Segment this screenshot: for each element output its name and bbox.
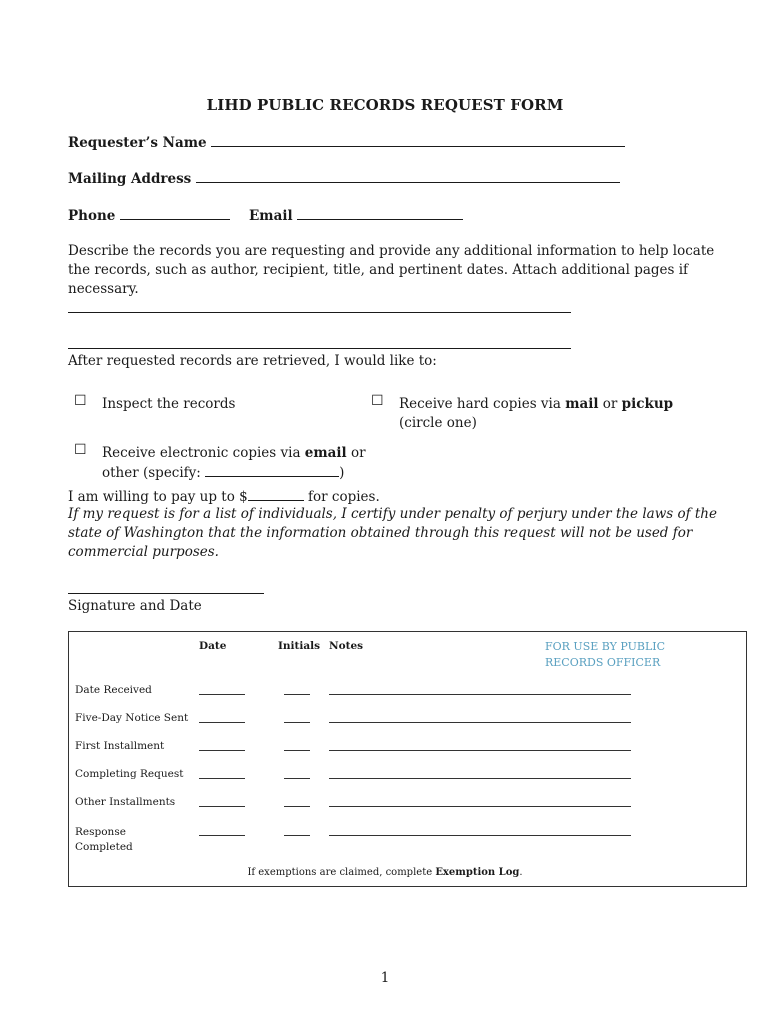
electronic-email: email: [304, 445, 347, 461]
row-date-field[interactable]: [199, 740, 245, 751]
requester-name-row: [68, 133, 625, 151]
exemption-note-suffix: .: [519, 867, 523, 878]
row-label-other-installments: Other Installments: [75, 796, 176, 808]
hard-copies-mail: mail: [565, 396, 599, 412]
row-initials-field[interactable]: [284, 712, 310, 723]
hard-copies-pickup: pickup: [621, 396, 674, 412]
pay-suffix: for copies.: [303, 489, 380, 505]
pay-prefix: I am willing to pay up to $: [68, 489, 248, 505]
form-title: LIHD PUBLIC RECORDS REQUEST FORM: [206, 96, 564, 114]
description-line-1[interactable]: [68, 312, 571, 313]
electronic-other-field[interactable]: [205, 463, 339, 477]
col-header-notes: Notes: [329, 640, 364, 652]
description-line-2[interactable]: [68, 348, 571, 349]
row-date-field[interactable]: [199, 712, 245, 723]
describe-instructions: Describe the records you are requesting and provide any additional information to help locate the records, such as author, recipient, title, and pertinent dates. Attach additional pages if necessary.: [68, 243, 715, 297]
electronic-or: or: [346, 445, 366, 461]
row-date-field[interactable]: [199, 796, 245, 807]
row-label-five-day-notice: Five-Day Notice Sent: [75, 712, 189, 724]
requester-name-field[interactable]: [211, 133, 625, 147]
hard-copies-note: (circle one): [399, 415, 477, 431]
row-date-field[interactable]: [199, 684, 245, 695]
certification-text: If my request is for a list of individuals, I certify under penalty of perjury under the laws of the state of Washington that the information obtained through this request will not be used for commercial purposes.: [68, 506, 717, 560]
row-label-date-received: Date Received: [75, 684, 152, 696]
exemption-note: [0, 867, 770, 878]
phone-label: Phone: [68, 208, 116, 224]
row-notes-field[interactable]: [329, 768, 631, 779]
exemption-log-link[interactable]: Exemption Log: [435, 867, 520, 878]
hard-copies-checkbox[interactable]: ☐: [371, 393, 384, 409]
row-notes-field[interactable]: [329, 825, 631, 836]
row-initials-field[interactable]: [284, 796, 310, 807]
row-notes-field[interactable]: [329, 796, 631, 807]
electronic-close: ): [339, 465, 345, 481]
email-field[interactable]: [297, 206, 463, 220]
electronic-checkbox[interactable]: ☐: [74, 442, 87, 458]
email-row: [249, 206, 463, 224]
page-number: 1: [380, 970, 390, 986]
row-initials-field[interactable]: [284, 684, 310, 695]
pay-amount-field[interactable]: [248, 487, 304, 501]
electronic-option-label: [102, 444, 402, 483]
row-label-completing-request: Completing Request: [75, 768, 184, 780]
inspect-option-label: Inspect the records: [102, 396, 236, 412]
phone-row: [68, 206, 230, 224]
officer-use-note: FOR USE BY PUBLIC RECORDS OFFICER: [545, 640, 666, 669]
phone-field[interactable]: [120, 206, 230, 220]
hard-copies-prefix: Receive hard copies via: [399, 396, 566, 412]
row-notes-field[interactable]: [329, 712, 631, 723]
hard-copies-or: or: [598, 396, 622, 412]
mailing-address-row: [68, 169, 620, 187]
row-notes-field[interactable]: [329, 740, 631, 751]
row-date-field[interactable]: [199, 768, 245, 779]
col-header-date: Date: [199, 640, 227, 652]
row-initials-field[interactable]: [284, 768, 310, 779]
email-label: Email: [249, 208, 293, 224]
row-label-first-installment: First Installment: [75, 740, 165, 752]
exemption-note-prefix: If exemptions are claimed, complete: [247, 867, 436, 878]
pay-row: [68, 487, 380, 507]
row-notes-field[interactable]: [329, 684, 631, 695]
requester-name-label: Requester’s Name: [68, 135, 207, 151]
row-date-field[interactable]: [199, 825, 245, 836]
hard-copies-option-label: [399, 395, 699, 433]
electronic-other-label: other (specify:: [102, 465, 201, 481]
row-initials-field[interactable]: [284, 825, 310, 836]
inspect-checkbox[interactable]: ☐: [74, 393, 87, 409]
mailing-address-field[interactable]: [196, 169, 620, 183]
mailing-address-label: Mailing Address: [68, 171, 192, 187]
electronic-prefix: Receive electronic copies via: [102, 445, 305, 461]
signature-line[interactable]: [68, 593, 264, 594]
col-header-initials: Initials: [278, 640, 321, 652]
row-initials-field[interactable]: [284, 740, 310, 751]
after-retrieved-text: After requested records are retrieved, I would like to:: [68, 353, 437, 369]
row-label-response-completed: Response Completed: [75, 826, 133, 853]
signature-label: Signature and Date: [68, 598, 202, 614]
